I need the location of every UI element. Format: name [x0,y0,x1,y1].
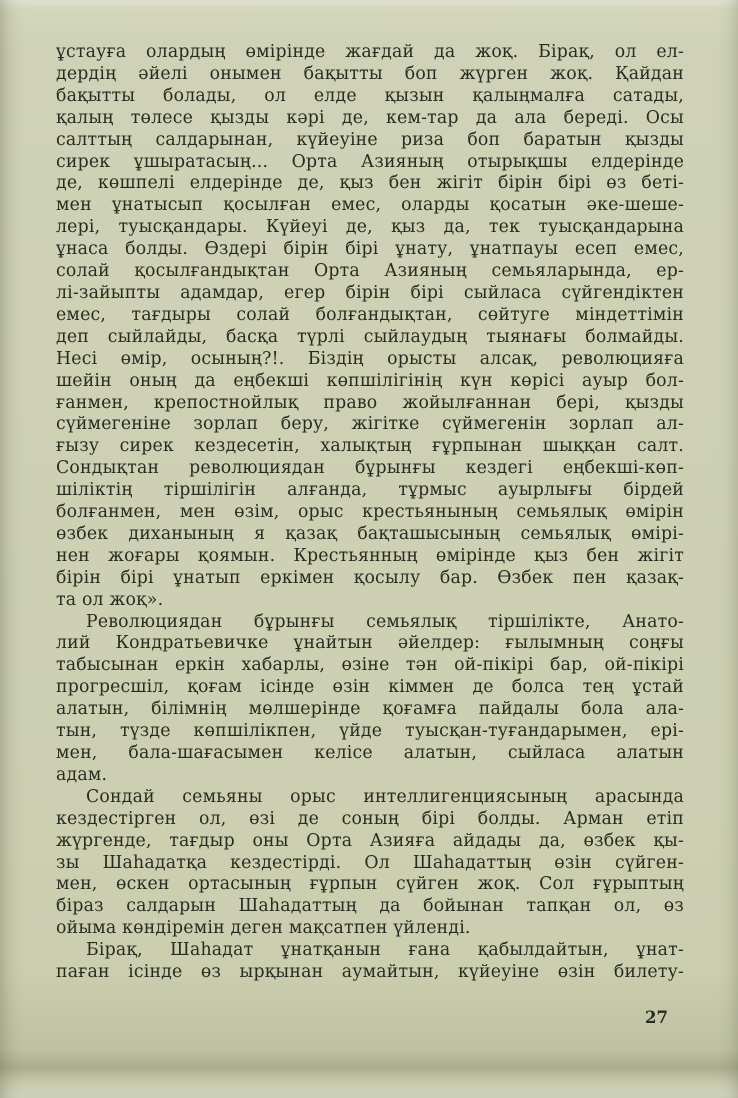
text-line: мен, бала-шағасымен келісе алатын, сыйласа алатын [56,743,684,763]
text-line: тын, түзде көпшілікпен, үйде туысқан-туғандарымен, ері- [56,721,684,742]
text-line: мен ұнатысып қосылған емес, оларды қосатын әке-шеше- [56,195,684,216]
text-line: Бірақ, Шаһадат ұнатқанын ғана қабылдайтын, ұнат- [86,940,684,961]
text-line: сүймегеніне зорлап беру, жігітке сүймегенін зорлап ал- [56,414,684,435]
text-line: ұстауға олардың өмірінде жағдай да жоқ. Бірақ, ол ел- [56,42,684,62]
text-line: өзбек диханының я қазақ бақташысының семьялық өмірі- [56,523,684,544]
paragraph [56,787,684,940]
text-line: прогресшіл, қоғам ісінде өзін кіммен де болса тең ұстай [56,677,684,698]
text-line: паған ісінде өз ырқынан аумайтын, күйеуіне өзін билету- [56,962,684,983]
text-line: қалың төлесе қызды кәрі де, кем-тар да ала береді. Осы [56,107,684,128]
text-line: дердің әйелі онымен бақытты боп жүрген жоқ. Қайдан [56,63,684,84]
text-line: де, көшпелі елдерінде де, қыз бен жігіт бірін бірі өз беті- [56,173,684,194]
text-line: ойыма көндіремін деген мақсатпен үйленді. [56,918,471,939]
page-number: 27 [645,1008,668,1027]
page-text [56,42,684,984]
text-line: шіліктің тіршілігін алғанда, тұрмыс ауырлығы бірдей [56,480,684,501]
text-line: Сондай семьяны орыс интеллигенциясының арасында [86,786,684,807]
text-line: сирек ұшыратасың... Орта Азияның отырықшы елдерінде [56,151,684,172]
text-line: емес, тағдыры солай болғандықтан, сөйтуге міндеттімін [56,304,684,325]
text-line: ғызу сирек кездесетін, халықтың ғұрпынан шыққан салт. [56,436,684,457]
text-line: Сондықтан революциядан бұрынғы кездегі еңбекші-көп- [56,458,684,479]
paragraph [56,940,684,984]
text-line: шейін оның да еңбекші көпшілігінің күн көрісі ауыр бол- [56,370,684,391]
text-line: бақытты болады, ол елде қызын қалыңмалға сатады, [56,85,684,106]
text-line: алатын, білімнің мөлшерінде қоғамға пайдалы бола ала- [56,699,684,720]
text-line: кездестірген ол, өзі де соның бірі болды. Арман етіп [56,808,684,829]
paragraph [56,42,684,612]
text-line: жүргенде, тағдыр оны Орта Азияға айдады да, өзбек қы- [56,830,684,851]
text-line: лий Кондратьевичке ұнайтын әйелдер: ғылымның соңғы [56,633,684,654]
text-line: солай қосылғандықтан Орта Азияның семьяларында, ер- [56,261,684,282]
text-line: Революциядан бұрынғы семьялық тіршілікте, Анато- [86,611,684,632]
text-line: Несі өмір, осының?!. Біздің орысты алсақ, революцияға [56,348,684,369]
text-line: біраз салдарын Шаһадаттың да бойынан тапқан ол, өз [56,896,684,917]
text-line: зы Шаһадатқа кездестірді. Ол Шаһадаттың өзін сүйген- [56,852,684,873]
text-line: мен, өскен ортасының ғұрпын сүйген жоқ. Сол ғұрыптың [56,874,684,895]
text-line: бірін бірі ұнатып еркімен қосылу бар. Өзбек пен қазақ- [56,567,684,588]
text-line: адам. [56,764,108,785]
text-line: лі-зайыпты адамдар, егер бірін бірі сыйласа сүйгендіктен [56,282,684,303]
text-line: лері, туысқандары. Күйеуі де, қыз да, тек туысқандарына [56,217,684,238]
text-line: нен жоғары қоямын. Крестьянның өмірінде қыз бен жігіт [56,545,684,566]
text-line: ұнаса болды. Өздері бірін бірі ұнату, ұнатпауы есеп емес, [56,239,684,260]
text-line: салттың салдарынан, күйеуіне риза боп баратын қызды [56,129,684,150]
paragraph [56,612,684,787]
text-line: деп сыйлайды, басқа түрлі сыйлаудың тыянағы болмайды. [56,326,684,347]
text-line: болғанмен, мен өзім, орыс крестьянының семьялық өмірін [56,502,684,523]
text-line: та ол жоқ». [56,589,164,610]
text-line: табысынан еркін хабарлы, өзіне тән ой-пікірі бар, ой-пікірі [56,655,684,676]
text-line: ғанмен, крепостнойлық право жойылғаннан бері, қызды [56,392,684,413]
